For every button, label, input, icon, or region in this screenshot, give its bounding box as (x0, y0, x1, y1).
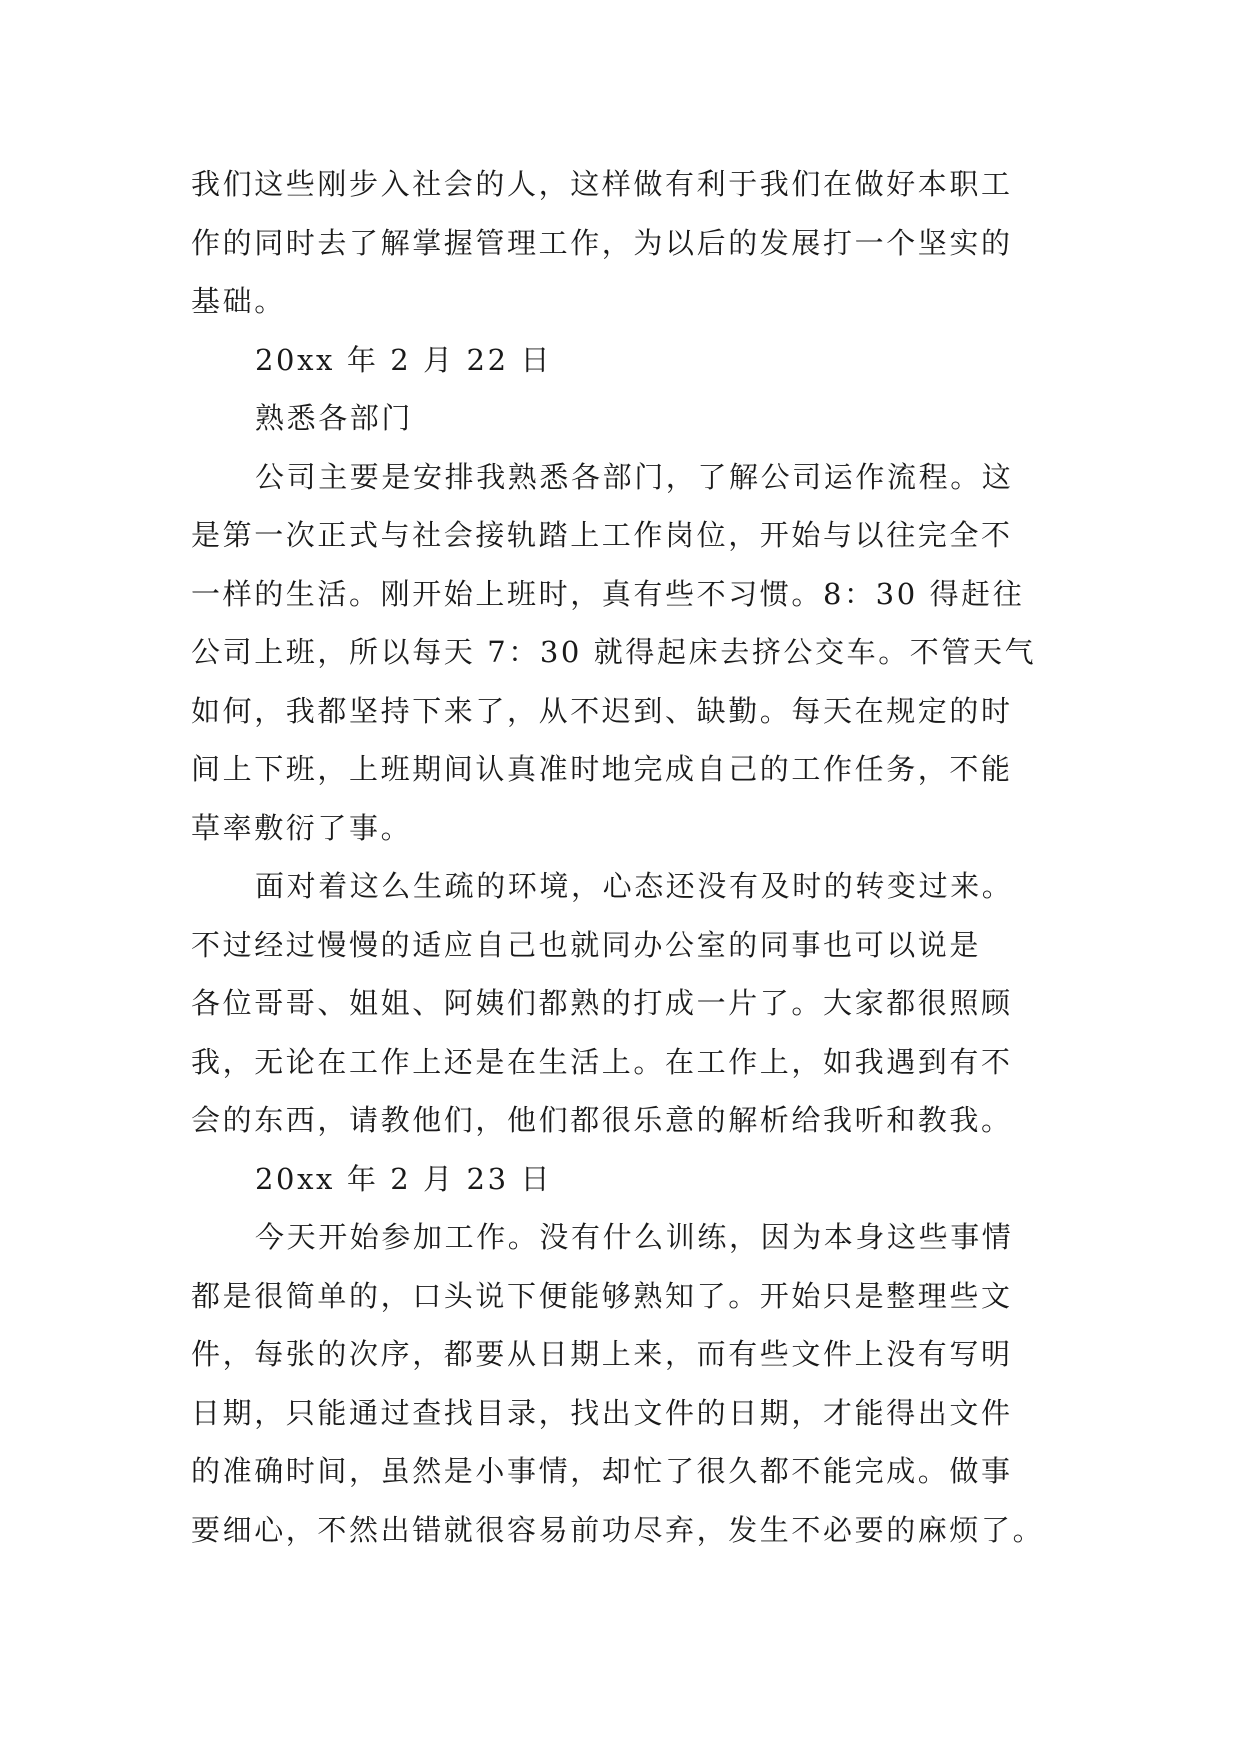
text-line: 作的同时去了解掌握管理工作，为以后的发展打一个坚实的 (191, 225, 1013, 260)
text-line: 面对着这么生疏的环境，心态还没有及时的转变过来。 (255, 869, 1014, 903)
text-line: 件，每张的次序，都要从日期上来，而有些文件上没有写明 (191, 1337, 1013, 1371)
text-line: 不过经过慢慢的适应自己也就同办公室的同事也可以说是 (191, 927, 982, 962)
text-line: 我们这些刚步入社会的人，这样做有利于我们在做好本职工 (191, 167, 1013, 201)
text-line: 如何，我都坚持下来了，从不迟到、缺勤。每天在规定的时 (191, 693, 1013, 728)
text-line: 都是很简单的，口头说下便能够熟知了。开始只是整理些文 (191, 1278, 1013, 1313)
text-line: 间上下班，上班期间认真准时地完成自己的工作任务，不能 (191, 752, 1013, 786)
text-line: 公司上班，所以每天 7：30 就得起床去挤公交车。不管天气 (191, 635, 1037, 669)
text-line: 我，无论在工作上还是在生活上。在工作上，如我遇到有不 (191, 1044, 1013, 1079)
document-body (191, 155, 1051, 1559)
text-line: 公司主要是安排我熟悉各部门，了解公司运作流程。这 (255, 459, 1014, 494)
text-line: 20xx 年 2 月 23 日 (255, 1161, 553, 1196)
text-line: 基础。 (191, 284, 286, 318)
text-line: 草率敷衍了事。 (191, 810, 413, 845)
text-line: 一样的生活。刚开始上班时，真有些不习惯。8：30 得赶往 (191, 576, 1025, 611)
text-line: 今天开始参加工作。没有什么训练，因为本身这些事情 (255, 1220, 1014, 1254)
text-line: 要细心，不然出错就很容易前功尽弃，发生不必要的麻烦了。 (191, 1512, 1045, 1547)
text-line: 的准确时间，虽然是小事情，却忙了很久都不能完成。做事 (191, 1454, 1013, 1488)
text-line: 熟悉各部门 (255, 401, 414, 435)
text-line: 是第一次正式与社会接轨踏上工作岗位，开始与以往完全不 (191, 518, 1013, 552)
text-line: 日期，只能通过查找目录，找出文件的日期，才能得出文件 (191, 1395, 1013, 1430)
text-line: 会的东西，请教他们，他们都很乐意的解析给我听和教我。 (191, 1103, 1013, 1137)
text-line: 20xx 年 2 月 22 日 (255, 342, 553, 377)
text-line: 各位哥哥、姐姐、阿姨们都熟的打成一片了。大家都很照顾 (191, 986, 1013, 1020)
